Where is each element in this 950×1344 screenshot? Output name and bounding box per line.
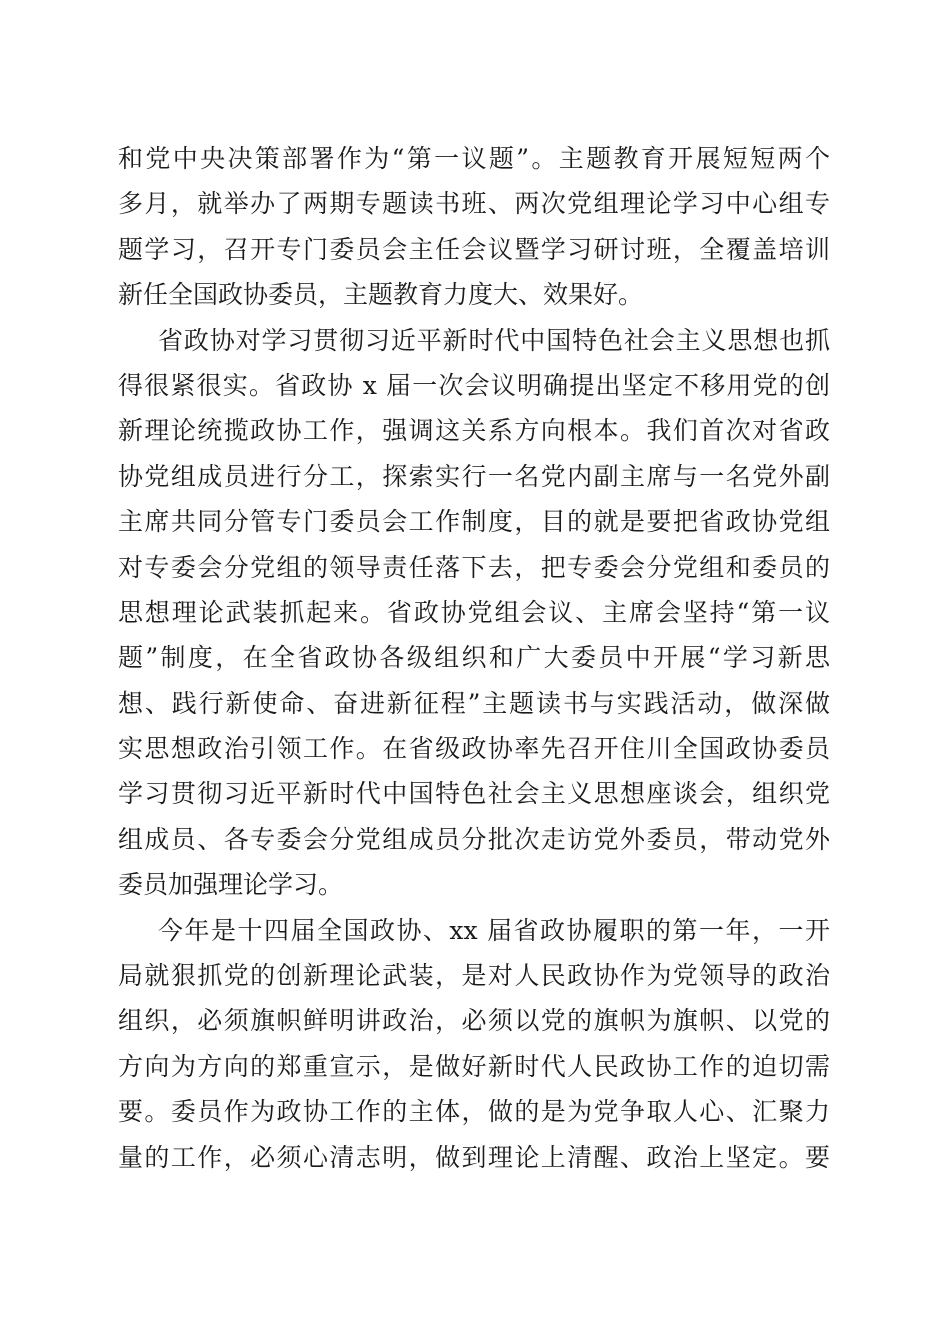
text-line: 新任全国政协委员，主题教育力度大、效果好。	[118, 280, 644, 310]
text-line: 要。委员作为政协工作的主体，做的是为党争取人心、汇聚力	[118, 1097, 830, 1127]
text-line: 思想理论武装抓起来。省政协党组会议、主席会坚持“第一议	[118, 597, 830, 627]
text-line: 协党组成员进行分工，探索实行一名党内副主席与一名党外副	[118, 461, 830, 491]
text-line: 多月，就举办了两期专题读书班、两次党组理论学习中心组专	[118, 189, 830, 219]
text-line: 题”制度，在全省政协各级组织和广大委员中开展“学习新思	[118, 643, 830, 673]
text-line: 题学习，召开专门委员会主任会议暨学习研讨班，全覆盖培训	[118, 234, 830, 264]
text-line: 和党中央决策部署作为“第一议题”。主题教育开展短短两个	[118, 144, 830, 173]
text-line: 量的工作，必须心清志明，做到理论上清醒、政治上坚定。要	[118, 1142, 830, 1172]
text-line: 委员加强理论学习。	[118, 870, 344, 900]
paragraph	[118, 908, 830, 1180]
text-line: 组成员、各专委会分党组成员分批次走访党外委员，带动党外	[118, 824, 830, 854]
text-line: 新理论统揽政协工作，强调这关系方向根本。我们首次对省政	[118, 416, 830, 446]
text-line: 对专委会分党组的领导责任落下去，把专委会分党组和委员的	[118, 552, 830, 582]
text-line: 今年是十四届全国政协、xx 届省政协履职的第一年，一开	[158, 915, 830, 945]
text-line: 组织，必须旗帜鲜明讲政治，必须以党的旗帜为旗帜、以党的	[118, 1006, 830, 1036]
text-line: 想、践行新使命、奋进新征程”主题读书与实践活动，做深做	[118, 688, 830, 718]
document-body	[118, 136, 830, 1180]
text-line: 省政协对学习贯彻习近平新时代中国特色社会主义思想也抓	[158, 325, 830, 355]
text-line: 学习贯彻习近平新时代中国特色社会主义思想座谈会，组织党	[118, 779, 830, 809]
text-line: 方向为方向的郑重宣示，是做好新时代人民政协工作的迫切需	[118, 1051, 830, 1081]
text-line: 得很紧很实。省政协 x 届一次会议明确提出坚定不移用党的创	[118, 370, 830, 400]
text-line: 主席共同分管专门委员会工作制度，目的就是要把省政协党组	[118, 507, 830, 537]
paragraph	[118, 136, 830, 318]
paragraph	[118, 318, 830, 908]
text-line: 实思想政治引领工作。在省级政协率先召开住川全国政协委员	[118, 734, 830, 764]
text-line: 局就狠抓党的创新理论武装，是对人民政协作为党领导的政治	[118, 961, 830, 991]
